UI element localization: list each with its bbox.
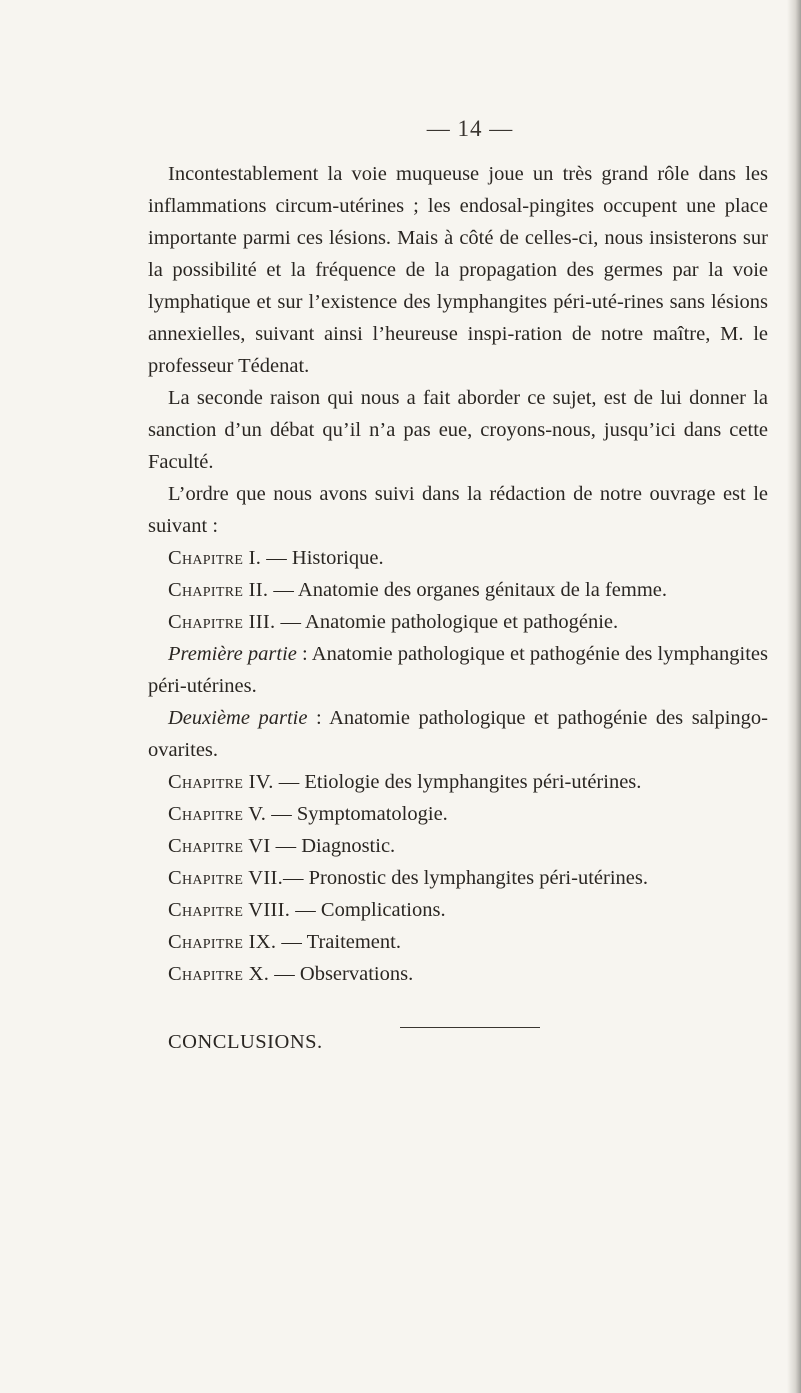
chapter-label: Chapitre IX. [168,931,277,953]
chapter-label: Chapitre III. [168,611,276,633]
chapter-label: Chapitre VIII. [168,899,291,921]
chapter-label: Chapitre IV. [168,771,274,793]
chapter-entry-3 [148,606,768,638]
part-title: : Anatomie pathologique et pathogénie des salpingo-ovarites. [148,707,768,761]
paragraph-reason: La seconde raison qui nous a fait aborder ce sujet, est de lui donner la sanction d’un débat qu’il n’a pas eue, croyons-nous, jusqu’ici dans cette Faculté. [148,387,768,473]
chapter-entry-10 [148,958,768,990]
chapter-label: Chapitre V. [168,803,267,825]
chapter-label: Chapitre II. [168,579,269,601]
conclusions-heading: CONCLUSIONS. [168,1031,323,1053]
part-title: : Anatomie pathologique et pathogénie des lymphangites péri-utérines. [148,643,768,697]
chapter-label: Chapitre I. [168,547,262,569]
part-entry-2 [148,702,768,766]
chapter-label: Chapitre X. [168,963,270,985]
chapter-title: — Traitement. [276,931,401,953]
page-body [148,158,768,1058]
chapter-title: — Anatomie des organes génitaux de la femme. [268,579,667,601]
chapter-title: — Etiologie des lymphangites péri-utérines. [273,771,642,793]
chapter-label: Chapitre VI [168,835,271,857]
part-label: Première partie [168,643,297,665]
chapter-title: — Diagnostic. [270,835,396,857]
chapter-title: — Observations. [269,963,414,985]
page-edge-shadow [787,0,801,1393]
chapter-entry-1 [148,542,768,574]
chapter-title: — Pronostic des lymphangites péri-utérines. [283,867,648,889]
closing-rule [400,1027,540,1028]
chapter-entry-2 [148,574,768,606]
chapter-entry-9 [148,926,768,958]
chapter-title: — Anatomie pathologique et pathogénie. [275,611,619,633]
chapter-entry-8 [148,894,768,926]
chapter-label: Chapitre VII. [168,867,284,889]
chapter-title: — Symptomatologie. [266,803,448,825]
page-number: — 14 — [426,116,514,141]
chapter-entry-6 [148,830,768,862]
chapter-title: — Complications. [290,899,446,921]
chapter-title: — Historique. [261,547,384,569]
paragraph-intro: Incontestablement la voie muqueuse joue un très grand rôle dans les inflammations circum-utérines ; les endosal-pingites occupent une place importante parmi ces lésions. Mais à côté de celles-ci, nous insisterons sur la possibilité et la fréquence de la propagation des germes par la voie lymphatique et sur l’existence des lymphangites péri-uté-rines sans lésions annexielles, suivant ainsi l’heureuse inspi-ration de notre maître, M. le professeur Tédenat. [148,163,768,377]
chapter-entry-5 [148,798,768,830]
chapter-entry-4 [148,766,768,798]
paragraph-order: L’ordre que nous avons suivi dans la rédaction de notre ouvrage est le suivant : [148,483,768,537]
chapter-entry-7 [148,862,768,894]
part-entry-1 [148,638,768,702]
part-label: Deuxième partie [168,707,308,729]
